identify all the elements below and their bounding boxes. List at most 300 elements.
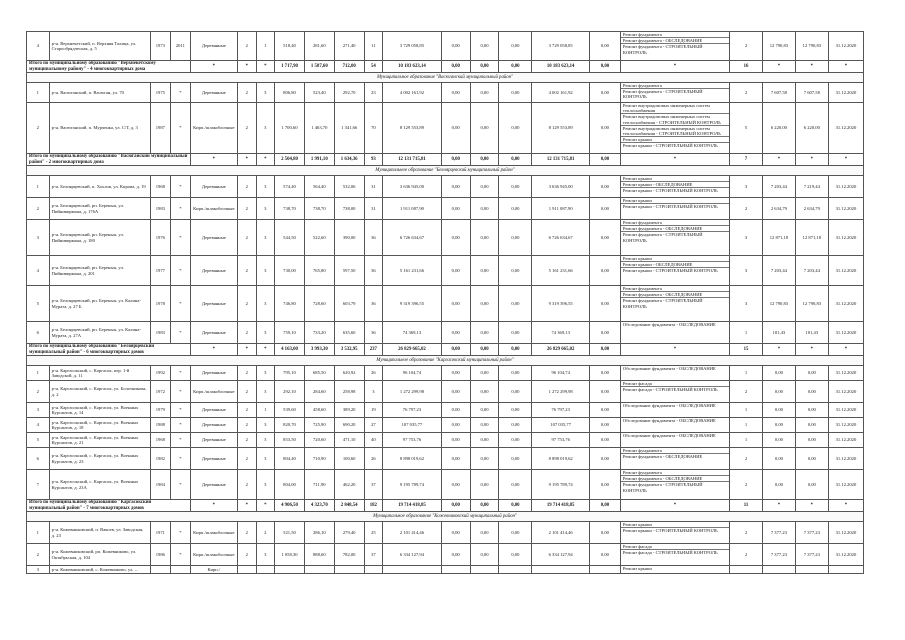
completion-date: 31.12.2020 [828,83,863,103]
residential-area: 690,20 [334,418,364,433]
fund-source-2: 0,00 [470,176,499,198]
completion-date: 31.12.2020 [828,418,863,433]
repair-work-item: Ремонт крыши [621,256,729,262]
floors-count: 2 [238,448,257,470]
other-funds: 0,00 [590,176,621,198]
owners-funds: 4 002 161,92 [532,83,590,103]
unit-cost: 0,00 [762,366,795,381]
repair-works-list [620,566,729,574]
total-a3: 3 532,95 [334,344,364,356]
repair-cost-total: 97 753,76 [383,433,442,448]
works-count: 2 [730,544,763,566]
building-address: р-н. Белоярцевский, п. Хохлов, ул. Кирова, д. 19 [49,176,150,198]
total-a1: 4 163,00 [275,344,305,356]
other-funds: 0,00 [590,418,621,433]
repair-work-item: Ремонт фундамента - ОБСЛЕДОВАНИЕ [621,38,729,44]
unit-cost [762,566,795,574]
repair-work-item: Ремонт фундамента [621,220,729,226]
repair-work-item: Ремонт внутридомовых инженерных систем теплоснабжения - СТРОИТЕЛЬНЫЙ КОНТРОЛЬ [621,114,729,125]
residents-count: 3 [364,381,383,403]
total-a2: 1 991,10 [304,154,334,166]
total-w: * [620,344,729,356]
owners-funds: 8 129 553,89 [532,103,590,154]
fund-source-1: 0,00 [441,256,470,286]
other-funds: 0,00 [590,198,621,220]
entrances-count: 3 [256,433,275,448]
premises-area: 523,40 [304,83,334,103]
repair-work-item: Ремонт крыши [621,176,729,182]
unit-cost: 0,00 [762,403,795,418]
works-count: 2 [730,448,763,470]
entrances-count: 3 [256,83,275,103]
total-area [275,566,305,574]
building-address: р-н. Белоярцевский, рп. Береньш, ул. Калина-Мурата, д. 27А [49,322,150,344]
owners-funds: 3 636 945,00 [532,176,590,198]
fund-source-1 [441,566,470,574]
residential-area: 462,20 [334,470,364,500]
total-a1: 2 504,80 [275,154,305,166]
repair-work-item: Ремонт крыши - ОБСЛЕДОВАНИЕ [621,182,729,188]
completion-date: 31.12.2020 [828,381,863,403]
unit-cost: 7 607,58 [762,83,795,103]
unit-cost: 12 871,18 [762,220,795,256]
fund-source-3: 0,00 [499,32,532,61]
wall-material: Кирп./шлакоблочные [190,522,237,544]
fund-source-3: 0,00 [499,286,532,322]
fund-source-2: 0,00 [470,256,499,286]
owners-funds: 2 101 414,46 [532,522,590,544]
max-unit-cost: 7 377,23 [795,522,828,544]
premises-area: 720,60 [304,433,334,448]
repair-works-list [620,544,729,566]
municipality-header-row [27,73,864,83]
works-count: 1 [730,403,763,418]
entrances-count: 3 [256,256,275,286]
fund-source-3: 0,00 [499,448,532,470]
premises-area: 564,40 [304,176,334,198]
floors-count: 2 [238,381,257,403]
fund-source-2 [470,566,499,574]
fund-source-2: 0,00 [470,418,499,433]
total-ppl: 237 [364,344,383,356]
total-cost2: 12 131 715,81 [532,154,590,166]
last-repair-year: * [171,286,191,322]
premises-area: 284,60 [304,381,334,403]
residential-area: 471,10 [334,433,364,448]
repair-work-item: Ремонт крыши [622,566,652,571]
commission-year: 1979 [150,403,171,418]
max-unit-cost [795,566,828,574]
residential-area: 271,40 [334,32,364,61]
other-funds: 0,00 [590,470,621,500]
repair-work-item: Ремонт крыши - ОБСЛЕДОВАНИЕ [621,262,729,268]
repair-work-item: Ремонт фундамента [621,83,729,89]
repair-works-list [620,470,729,500]
last-repair-year: * [171,322,191,344]
total-s3: * [256,61,275,73]
floors-count: 2 [238,176,257,198]
repair-works-list [620,198,729,220]
commission-year: 1982 [150,448,171,470]
works-count: 2 [730,522,763,544]
total-date: * [828,61,863,73]
owners-funds [532,566,590,574]
residential-area: 258,98 [334,381,364,403]
residents-count: 31 [364,198,383,220]
last-repair-year: * [171,176,191,198]
building-address: р-н. Васюганский, п. Мурченка, ул. С/Т, д. 3 [49,103,150,154]
other-funds: 0,00 [590,381,621,403]
repair-cost-total: 74 369,13 [383,322,442,344]
owners-funds: 9 195 789,74 [532,470,590,500]
fund-source-1: 0,00 [441,381,470,403]
entrances-count: 3 [256,381,275,403]
max-unit-cost: 7 607,58 [795,83,828,103]
completion-date: 31.12.2020 [828,176,863,198]
residents-count: 36 [364,322,383,344]
repair-cost-total: 9 319 396,55 [383,286,442,322]
wall-material: Деревянные [190,220,237,256]
total-f1: 0,00 [441,344,470,356]
building-address: р-н. Верхнекетский, п. Верхняя Талица, ул. Старообрядческая, д. 5 [49,32,150,61]
total-z: 0,00 [590,344,621,356]
owners-funds: 8 898 019,62 [532,448,590,470]
max-unit-cost: 0,00 [795,433,828,448]
total-ppl: 54 [364,61,383,73]
commission-year: 1976 [150,220,171,256]
fund-source-1: 0,00 [441,470,470,500]
total-s1: * [190,500,237,512]
fund-source-1: 0,00 [441,522,470,544]
other-funds: 0,00 [590,220,621,256]
residents-count: 23 [364,83,383,103]
other-funds: 0,00 [590,322,621,344]
repair-work-item: Ремонт крыши - СТРОИТЕЛЬНЫЙ КОНТРОЛЬ [622,204,718,210]
max-unit-cost: 12 790,83 [795,32,828,61]
total-s3: * [256,500,275,512]
total-f3: 0,00 [499,344,532,356]
municipality-header-text: Муниципальное образование "Каргасокский муниципальный район" [27,356,864,366]
completion-date: 31.12.2020 [828,433,863,448]
building-address: р-н. Белоярцевский, рп. Береньш, ул. Пийнивирмана, д. 176А [49,198,150,220]
building-address: р-н. Кожевниковский, рп. Кожевниково, ул. Октябрьская, д. 104 [49,544,150,566]
works-count: 2 [730,83,763,103]
total-f1: 0,00 [441,500,470,512]
repair-work-item: Ремонт фундамента - СТРОИТЕЛЬНЫЙ КОНТРОЛЬ [622,298,703,309]
repair-work-item: Ремонт фундамента - СТРОИТЕЛЬНЫЙ КОНТРОЛЬ [622,232,703,243]
fund-source-3: 0,00 [499,433,532,448]
residential-area: 635,60 [334,322,364,344]
total-cost2: 19 714 418,85 [532,500,590,512]
max-unit-cost: 0,00 [795,448,828,470]
repair-work-item: Ремонт фундамента [621,286,729,292]
premises-area: 733,20 [304,322,334,344]
total-area: 853,50 [275,433,305,448]
fund-source-2: 0,00 [470,403,499,418]
floors-count: 2 [238,286,257,322]
residents-count: 36 [364,256,383,286]
unit-cost: 0,00 [762,418,795,433]
max-unit-cost: 7 377,23 [795,544,828,566]
fund-source-1: 0,00 [441,448,470,470]
repair-cost-total [383,566,442,574]
entrances-count: 3 [256,176,275,198]
unit-cost: 7 377,23 [762,522,795,544]
wall-material: Деревянные [190,403,237,418]
entrances-count: 3 [256,220,275,256]
total-u1: * [762,344,795,356]
building-row [27,198,864,220]
building-address: р-н. Каргасокский, с. Каргасок, ул. Военных Курсантов, д. 21 [49,433,150,448]
wall-material: Деревянные [190,176,237,198]
total-a3: 1 634,36 [334,154,364,166]
total-w: * [620,154,729,166]
repair-work-item: Ремонт внутридомовых инженерных систем теплоснабжения - СТРОИТЕЛЬНЫЙ КОНТРОЛЬ [621,126,729,137]
commission-year: 1978 [150,286,171,322]
fund-source-2: 0,00 [470,220,499,256]
repair-work-item: Обследование фундамента - ОБСЛЕДОВАНИЕ [622,403,716,408]
total-u1: * [762,154,795,166]
completion-date: 31.12.2020 [828,544,863,566]
unit-cost: 0,00 [762,433,795,448]
wall-material: Кирп./шлакоблочные [190,381,237,403]
repair-work-item: Ремонт фундамента - СТРОИТЕЛЬНЫЙ КОНТРОЛЬ [622,482,703,493]
total-cost: 19 714 418,85 [383,500,442,512]
floors-count: 2 [238,220,257,256]
residents-count: 36 [364,220,383,256]
total-f2: 0,00 [470,61,499,73]
total-s1: * [190,344,237,356]
owners-funds: 1 272 299,98 [532,381,590,403]
total-f2: 0,00 [470,500,499,512]
completion-date: 31.12.2020 [828,220,863,256]
row-number: 2 [27,381,50,403]
total-s2: * [238,61,257,73]
repair-work-item: Ремонт фундамента [621,448,729,454]
repair-cost-total: 1 272 299,98 [383,381,442,403]
other-funds: 0,00 [590,403,621,418]
entrances-count: 2 [256,522,275,544]
building-address: р-н. Каргасокский, с. Каргасок, ул. Военных Курсантов, д. 18 [49,418,150,433]
total-area: 518,40 [275,32,305,61]
owners-funds: 1 911 087,90 [532,198,590,220]
commission-year: 1983 [150,198,171,220]
premises-area: 458,60 [304,403,334,418]
max-unit-cost: 2 634,79 [795,198,828,220]
repair-work-item: Ремонт фасада - СТРОИТЕЛЬНЫЙ КОНТРОЛЬ [622,550,718,556]
residential-area: 532,06 [334,176,364,198]
fund-source-1: 0,00 [441,366,470,381]
total-a1: 1 717,90 [275,61,305,73]
total-ppl: 93 [364,154,383,166]
last-repair-year [171,566,191,574]
municipality-header-row [27,166,864,176]
repair-works-list [620,448,729,470]
owners-funds: 74 369,13 [532,322,590,344]
row-number: 1 [27,366,50,381]
max-unit-cost: 0,00 [795,418,828,433]
commission-year: 1968 [150,433,171,448]
building-row [27,366,864,381]
last-repair-year: * [171,198,191,220]
row-number: 3 [27,566,50,574]
repair-works-list [620,366,729,381]
total-s1: * [190,154,237,166]
repair-cost-total: 107 035,77 [383,418,442,433]
total-area: 820,70 [275,418,305,433]
wall-material: Деревянные [190,256,237,286]
works-count: 2 [730,32,763,61]
max-unit-cost: 0,00 [795,366,828,381]
premises-area: 725,90 [304,418,334,433]
works-count: 3 [730,256,763,286]
total-date: * [828,500,863,512]
entrances-count: 3 [256,470,275,500]
fund-source-3: 0,00 [499,176,532,198]
unit-cost: 0,00 [762,470,795,500]
total-a3: 2 848,54 [334,500,364,512]
fund-source-3 [499,566,532,574]
total-f3: 0,00 [499,61,532,73]
residential-area: 279,40 [334,522,364,544]
repair-work-item: Ремонт фундамента - ОБСЛЕДОВАНИЕ [621,226,729,232]
last-repair-year: * [171,256,191,286]
works-count: 1 [730,418,763,433]
residents-count: 27 [364,418,383,433]
fund-source-1: 0,00 [441,322,470,344]
max-unit-cost: 7 219,44 [795,176,828,198]
total-w: * [620,500,729,512]
fund-source-1: 0,00 [441,220,470,256]
repair-cost-total: 6 726 634,67 [383,220,442,256]
row-number: 5 [27,286,50,322]
municipality-total-row [27,344,864,356]
residents-count: 36 [364,286,383,322]
total-cnt: 15 [730,344,763,356]
last-repair-year: * [171,381,191,403]
commission-year: 1973 [150,32,171,61]
floors-count: 2 [238,256,257,286]
entrances-count: 3 [256,366,275,381]
total-area: 574,40 [275,176,305,198]
residents-count: 25 [364,522,383,544]
residential-area [334,566,364,574]
other-funds: 0,00 [590,286,621,322]
building-row [27,103,864,154]
row-number: 1 [27,83,50,103]
other-funds: 0,00 [590,83,621,103]
other-funds: 0,00 [590,32,621,61]
total-z: 0,00 [590,500,621,512]
total-area: 1 058,30 [275,544,305,566]
repair-work-item: Ремонт фундамента [621,32,729,38]
repair-cost-total: 8 898 019,62 [383,448,442,470]
commission-year: 1975 [150,83,171,103]
row-number: 3 [27,403,50,418]
entrances-count: 3 [256,103,275,154]
premises-area: 685,50 [304,366,334,381]
total-label: Итого по муниципальному образованию "Верхнекетскому муниципальному району" - 4 многоквартирных дома [27,61,191,73]
total-s1: * [190,61,237,73]
fund-source-1: 0,00 [441,403,470,418]
max-unit-cost: 101,43 [795,322,828,344]
residential-area: 100,60 [334,448,364,470]
repair-cost-total: 5 161 231,66 [383,256,442,286]
repair-works-list [620,522,729,544]
max-unit-cost: 0,00 [795,470,828,500]
total-cnt: 16 [730,61,763,73]
premises-area: 738,70 [304,198,334,220]
completion-date: 31.12.2020 [828,470,863,500]
completion-date: 31.12.2020 [828,198,863,220]
total-a3: 712,00 [334,61,364,73]
last-repair-year: * [171,366,191,381]
premises-area: 1 463,70 [304,103,334,154]
repair-cost-total: 4 002 161,92 [383,83,442,103]
municipality-header-row [27,356,864,366]
repair-cost-total: 8 129 553,89 [383,103,442,154]
repair-work-item: Ремонт фундамента - СТРОИТЕЛЬНЫЙ КОНТРОЛЬ [622,44,703,55]
total-cost: 10 183 623,14 [383,61,442,73]
total-cost2: 10 183 623,14 [532,61,590,73]
residents-count [364,566,383,574]
floors-count: 2 [238,366,257,381]
commission-year: 1983 [150,322,171,344]
completion-date: 31.12.2020 [828,366,863,381]
premises-area: 522,60 [304,220,334,256]
row-number: 1 [27,522,50,544]
fund-source-2: 0,00 [470,322,499,344]
total-s2: * [238,154,257,166]
repair-work-item: Ремонт фасада - СТРОИТЕЛЬНЫЙ КОНТРОЛЬ [622,387,718,393]
entrances-count: 3 [256,322,275,344]
repair-work-item: Ремонт крыши [621,137,729,143]
fund-source-2: 0,00 [470,470,499,500]
fund-source-1: 0,00 [441,433,470,448]
fund-source-3: 0,00 [499,544,532,566]
other-funds: 0,00 [590,433,621,448]
owners-funds: 3 729 058,85 [532,32,590,61]
fund-source-2: 0,00 [470,83,499,103]
completion-date: 31.12.2020 [828,32,863,61]
fund-source-3: 0,00 [499,418,532,433]
entrances-count: 3 [256,418,275,433]
fund-source-3: 0,00 [499,83,532,103]
residential-area: 597,50 [334,256,364,286]
fund-source-3: 0,00 [499,470,532,500]
repair-work-item: Ремонт фундамента - ОБСЛЕДОВАНИЕ [621,292,729,298]
works-count: 3 [730,286,763,322]
repair-works-list [620,403,729,418]
repair-works-list [620,32,729,61]
building-row [27,566,864,574]
last-repair-year: * [171,433,191,448]
works-count: 1 [730,322,763,344]
floors-count: 2 [238,198,257,220]
owners-funds: 76 797,23 [532,403,590,418]
completion-date [828,566,863,574]
total-area: 759,10 [275,322,305,344]
premises-area: 711,90 [304,470,334,500]
building-row [27,418,864,433]
residential-area: 389,20 [334,403,364,418]
wall-material: Деревянные [190,433,237,448]
commission-year: 1992 [150,366,171,381]
residents-count: 31 [364,176,383,198]
municipality-header-row [27,512,864,522]
fund-source-3: 0,00 [499,522,532,544]
floors-count: 2 [238,83,257,103]
